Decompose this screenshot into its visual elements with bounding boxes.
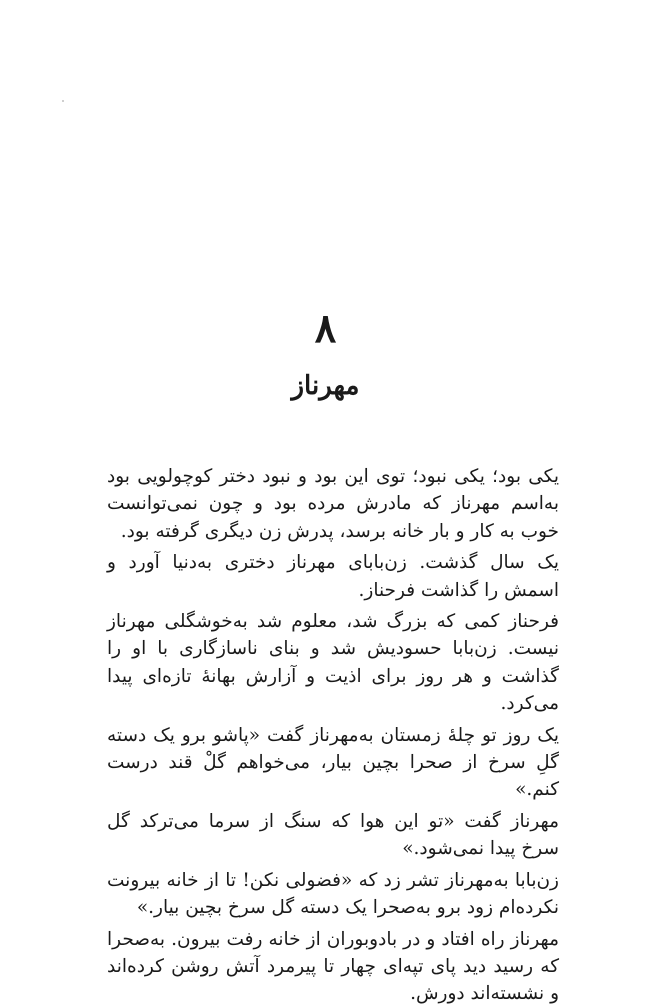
- paragraph: مهرناز گفت «تو این هوا که سنگ از سرما می‌ترکد گل سرخ پیدا نمی‌شود.»: [107, 810, 559, 860]
- paragraph: مهرناز راه افتاد و در بادوبوران از خانه رفت بیرون. به‌صحرا که رسید دید پای تپه‌ای چهار تا پیرمرد آتش روشن کرده‌اند و نشسته‌اند دورش.: [107, 928, 559, 1005]
- paragraph: فرحناز کمی که بزرگ شد، معلوم شد به‌خوشگلی مهرناز نیست. زن‌بابا حسودیش شد و بنای ناسازگاری با او را گذاشت و هر روز برای اذیت و آزارش بهانهٔ تازه‌ای پیدا می‌کرد.: [107, 611, 559, 715]
- paragraph: یکی بود؛ یکی نبود؛ توی این بود و نبود دختر کوچولویی بود به‌اسم مهرناز که مادرش مرده بود و چون نمی‌توانست خوب به کار و بار خانه برسد، پدرش زن دیگری گرفته بود.: [107, 466, 559, 542]
- paragraph: یک روز تو چلهٔ زمستان به‌مهرناز گفت «پاشو برو یک دسته گلِ سرخ از صحرا بچین بیار، می‌خواهم گلْ قند درست کنم.»: [107, 724, 559, 801]
- chapter-title: مهرناز: [291, 371, 360, 401]
- chapter-body: [107, 463, 559, 1008]
- paragraph: زن‌بابا به‌مهرناز تشر زد که «فضولی نکن! تا از خانه بیرونت نکرده‌ام زود برو به‌صحرا یک دسته گل سرخ بچین بیار.»: [107, 869, 559, 919]
- paragraph: یک سال گذشت. زن‌بابای مهرناز دختری به‌دنیا آورد و اسمش را گذاشت فرحناز.: [107, 552, 559, 601]
- chapter-number: ۸: [314, 305, 337, 352]
- scan-speck: [62, 100, 64, 102]
